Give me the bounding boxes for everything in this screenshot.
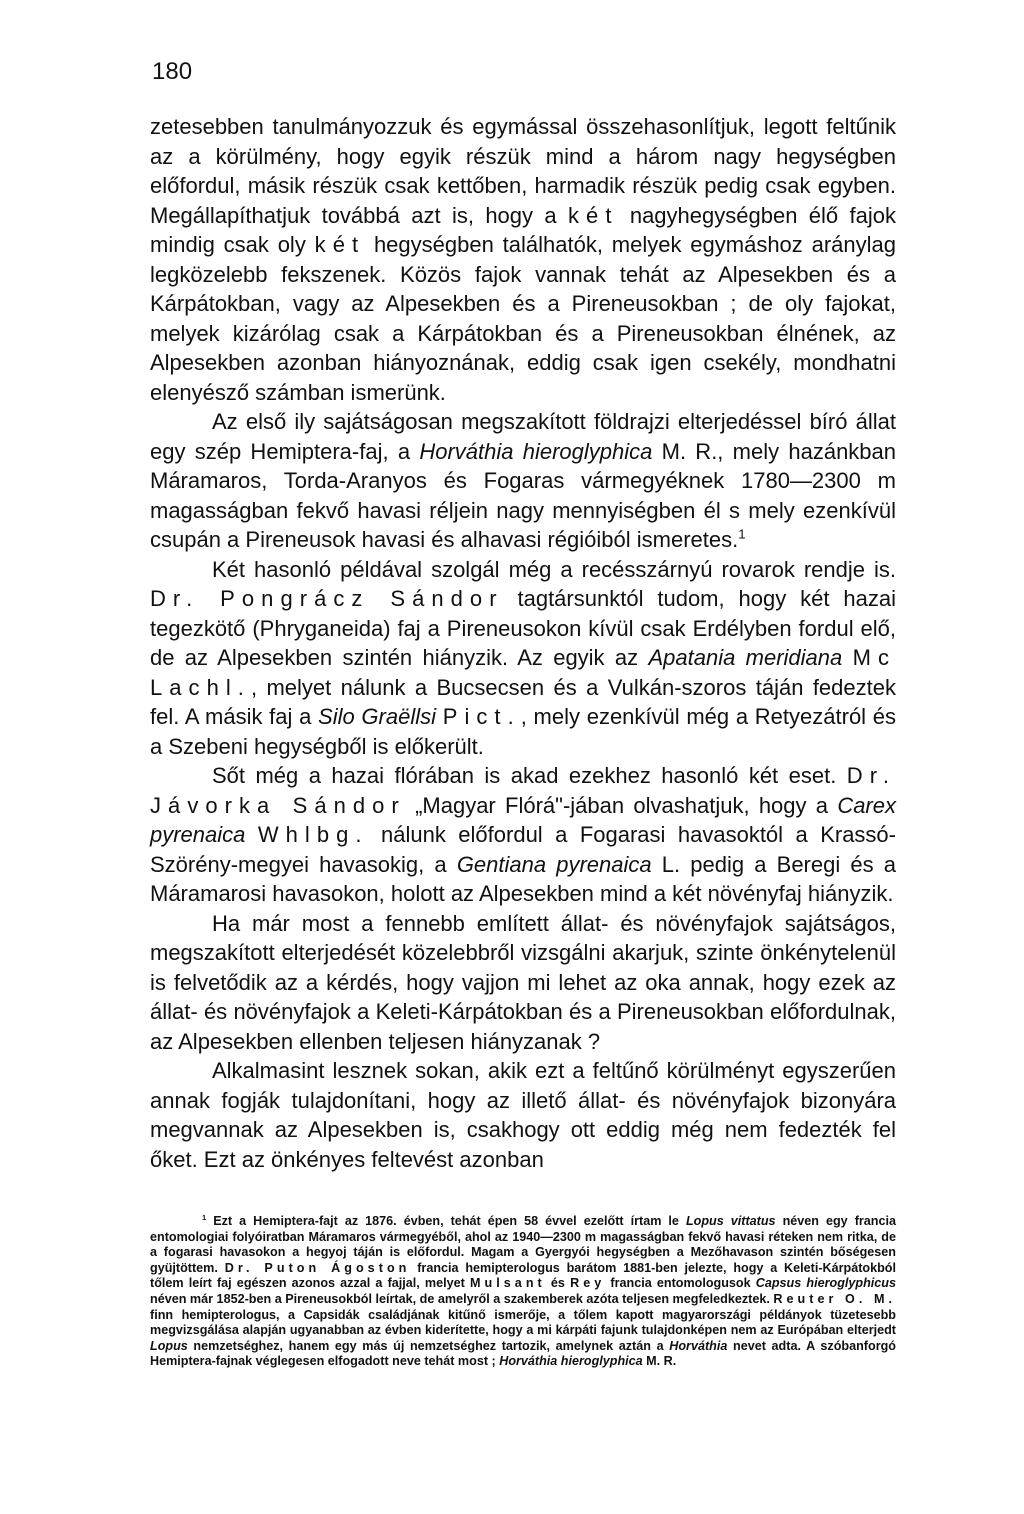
text-run: Az első ily sajátságosan megszakított földrajzi elterjedéssel bíró állat egy szép Hemiptera-faj, a bbox=[150, 409, 896, 464]
footnote-marker: 1 bbox=[738, 526, 746, 542]
text-run: , mely ezenkívül még a Retyezátról és a Szebeni hegységből is előkerült. bbox=[150, 704, 897, 759]
spaced-text: Reuter O. M. bbox=[773, 1291, 896, 1306]
spaced-text: két bbox=[314, 232, 366, 257]
italic-text: Gentiana pyrenaica bbox=[456, 851, 652, 877]
text-run bbox=[842, 645, 852, 670]
spaced-text: Mulsant bbox=[469, 1276, 546, 1291]
text-run: nálunk előfordul a Fogarasi havasoktól a Krassó-Szörény-megyei havasokig, a bbox=[150, 822, 896, 877]
text-run: Két hasonló példával szolgál még a recésszárnyú rovarok rendje is. bbox=[212, 556, 896, 582]
text-run: Ezt a Hemiptera-fajt az 1876. évben, tehát épen 58 évvel ezelőtt írtam le bbox=[206, 1214, 686, 1228]
spaced-text: Whlbg. bbox=[257, 822, 369, 847]
paragraph bbox=[150, 555, 896, 762]
text-run: tagtársunktól tudom, hogy két hazai tegezkötő (Phryganeida) faj a Pireneusokon kívül csak Erdélyben fordul elő, de az Alpesekben szintén hiányzik. Az egyik az bbox=[150, 586, 896, 670]
footnote-paragraph bbox=[150, 1214, 896, 1370]
text-run: francia hemipterologus barátom 1881-ben jelezte, hogy a Keleti-Kárpátokból tőlem leírt faj egészen azonos azzal a fajjal, melyet bbox=[150, 1260, 896, 1291]
italic-text: Apatania meridiana bbox=[648, 645, 843, 670]
text-run: Sőt még a hazai flórában is akad ezekhez hasonló két eset. bbox=[212, 763, 847, 788]
text-run: nemzetséghez, hanem egy más új nemzetséghez tartozik, amelynek aztán a bbox=[187, 1338, 670, 1353]
body-text bbox=[150, 112, 896, 1174]
spaced-text: Mc Lachl. bbox=[150, 645, 897, 700]
text-run: néven már 1852-ben a Pireneusokból leírtak, de amelyről a szakemberek azóta teljesen megfeledkeztek. bbox=[150, 1291, 774, 1306]
italic-text: Lopus bbox=[150, 1338, 188, 1353]
italic-text: Lopus vittatus bbox=[685, 1214, 776, 1228]
text-run: és bbox=[545, 1276, 571, 1291]
italic-text: Horváthia hieroglyphica bbox=[419, 438, 653, 464]
spaced-text: Dr. Pongrácz Sándor bbox=[150, 586, 504, 611]
paragraph bbox=[150, 909, 896, 1057]
spaced-text: Dr. Jávorka Sándor bbox=[150, 763, 896, 818]
spaced-text: Dr. Puton Ágoston bbox=[224, 1260, 411, 1275]
paragraph bbox=[150, 407, 896, 555]
text-run: finn hemipterologus, a Capsidák családjának kitűnő ismerője, a tőlem kapott magyarországi példányok tüzetesebb megvizsgálása alapján ugyanabban az évben kiderítette, hogy a mi kárpáti fajunk tulajdonképen nem az Európában elterjedt bbox=[150, 1307, 896, 1338]
italic-text: Silo Graëllsi bbox=[318, 704, 437, 729]
text-run: zetesebben tanulmányozzuk és egymással összehasonlítjuk, legott feltűnik az a körülmény, hogy egyik részük mind a három nagy hegységben előfordul, másik részük csak kettőben, harmadik részük pedig csak egyben. Megállapíthatjuk továbbá azt is, hogy a bbox=[150, 114, 896, 228]
text-run: „Magyar Flórá"-jában olvashatjuk, hogy a bbox=[405, 792, 838, 818]
paragraph bbox=[150, 761, 896, 909]
italic-text: Capsus hieroglyphicus bbox=[755, 1276, 896, 1291]
text-run: Ha már most a fennebb említett állat- és növényfajok sajátságos, megszakított elterjedését közelebbről vizsgálni akarjuk, szinte önkénytelenül is felvetődik az a kérdés, hogy vajjon mi lehet az oka annak, hogy ezek az állat- és növényfajok a Keleti-Kárpátokban és a Pireneusokban előfordulnak, az Alpesekben ellenben teljesen hiányzanak ? bbox=[150, 910, 896, 1054]
italic-text: Carex pyrenaica bbox=[150, 792, 896, 847]
italic-text: Horváthia bbox=[669, 1338, 728, 1353]
page-number: 180 bbox=[152, 58, 193, 85]
footnote-marker: 1 bbox=[202, 1212, 207, 1222]
text-run: hegységben találhatók, melyek egymáshoz aránylag legközelebb fekszenek. Közös fajok vannak tehát az Alpesekben és a Kárpátokban, vagy az Alpesekben és a Pireneusokban ; de oly fajokat, melyek kizárólag csak a Kárpátokban és a Pireneusokban élnének, az Alpesekben azonban hiányoznának, eddig csak igen csekély, mondhatni elenyésző számban ismerünk. bbox=[150, 232, 897, 405]
text-run: néven egy francia entomologiai folyóiratban Máramaros vármegyéből, ahol az 1940—2300 m magasságban fekvő havasi réteken nem ritka, de a fogarasi havasokon a hegyoj táján is előfordul. Magam a Gyergyói hegységben a Mezőhavason szintén bőségesen gyüjtöttem. bbox=[150, 1214, 897, 1275]
paragraph bbox=[150, 1056, 896, 1174]
text-run: M. R., mely hazánkban Máramaros, Torda-Aranyos és Fogaras vármegyéknek 1780—2300 m magasságban fekvő havasi réljein nagy mennyiségben él s mely ezenkívül csupán a Pireneusok havasi és alhavasi régióiból ismeretes. bbox=[150, 438, 897, 552]
text-run: Alkalmasint lesznek sokan, akik ezt a feltűnő körülményt egyszerűen annak fogják tulajdonítani, hogy az illető állat- és növényfajok bizonyára megvannak az Alpesekben is, csakhogy ott eddig még nem fedezték fel őket. Ezt az önkényes feltevést azonban bbox=[150, 1058, 896, 1172]
spaced-text: két bbox=[568, 202, 619, 228]
text-run: L. pedig a Beregi és a Máramarosi havasokon, holott az Alpesekben mind a két növényfaj hiányzik. bbox=[150, 851, 896, 906]
spaced-text: Rey bbox=[570, 1276, 606, 1291]
paragraph bbox=[150, 112, 896, 407]
text-run bbox=[436, 704, 443, 729]
text-run: , melyet nálunk a Bucsecsen és a Vulkán-szoros táján fedeztek fel. A másik faj a bbox=[150, 674, 896, 729]
text-run bbox=[245, 822, 257, 847]
footnote bbox=[150, 1214, 896, 1370]
text-run: nagyhegységben élő fajok mindig csak oly bbox=[150, 202, 896, 257]
text-run: nevet adta. A szóbanforgó Hemiptera-fajnak véglegesen elfogadott neve tehát most ; bbox=[150, 1338, 896, 1369]
italic-text: Horváthia hieroglyphica bbox=[499, 1354, 643, 1369]
spaced-text: Pict. bbox=[442, 704, 521, 729]
text-run: M. R. bbox=[642, 1354, 677, 1369]
text-run: francia entomologusok bbox=[605, 1276, 756, 1291]
